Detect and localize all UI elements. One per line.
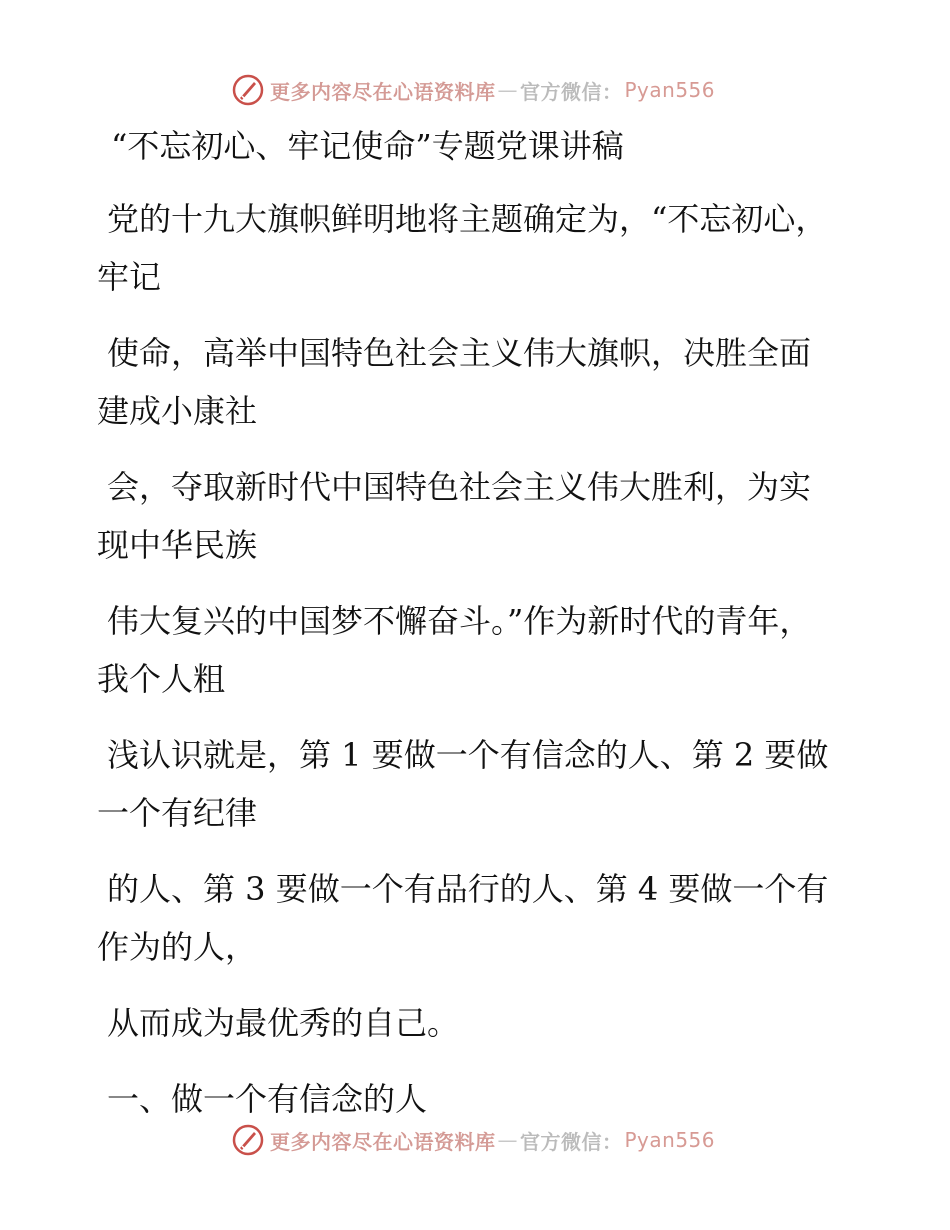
watermark-text [270, 76, 715, 105]
section-heading: 一、做一个有信念的人 [107, 1080, 428, 1118]
paragraph-6: 的人、第 3 要做一个有品行的人、第 4 要做一个有作为的人， [97, 870, 829, 966]
watermark-brand: 更多内容尽在心语资料库 [270, 79, 496, 104]
watermark-dash: — [497, 78, 518, 102]
paragraph-5: 浅认识就是，第 1 要做一个有信念的人、第 2 要做一个有纪律 [97, 736, 829, 832]
paragraph-4: 伟大复兴的中国梦不懈奋斗。”作为新时代的青年，我个人粗 [97, 602, 812, 698]
footer-watermark [232, 1120, 715, 1160]
watermark-wechat-id: Pyan556 [624, 1128, 716, 1152]
feather-pen-icon [232, 1124, 264, 1156]
document-title: “不忘初心、牢记使命”专题党课讲稿 [111, 127, 624, 165]
watermark-official: 官方微信： [520, 1129, 623, 1154]
watermark-dash: — [497, 1128, 518, 1152]
watermark-wechat-id: Pyan556 [624, 78, 716, 102]
feather-pen-icon [232, 74, 264, 106]
watermark-text [270, 1126, 715, 1155]
paragraph-2: 使命，高举中国特色社会主义伟大旗帜，决胜全面建成小康社 [97, 334, 812, 430]
paragraph-3: 会，夺取新时代中国特色社会主义伟大胜利，为实现中华民族 [97, 468, 812, 564]
header-watermark [232, 70, 715, 110]
watermark-brand: 更多内容尽在心语资料库 [270, 1129, 496, 1154]
watermark-official: 官方微信： [520, 79, 623, 104]
document-body [97, 120, 842, 1128]
paragraph-1: 党的十九大旗帜鲜明地将主题确定为，“不忘初心，牢记 [97, 200, 828, 296]
paragraph-7: 从而成为最优秀的自己。 [107, 1004, 460, 1042]
